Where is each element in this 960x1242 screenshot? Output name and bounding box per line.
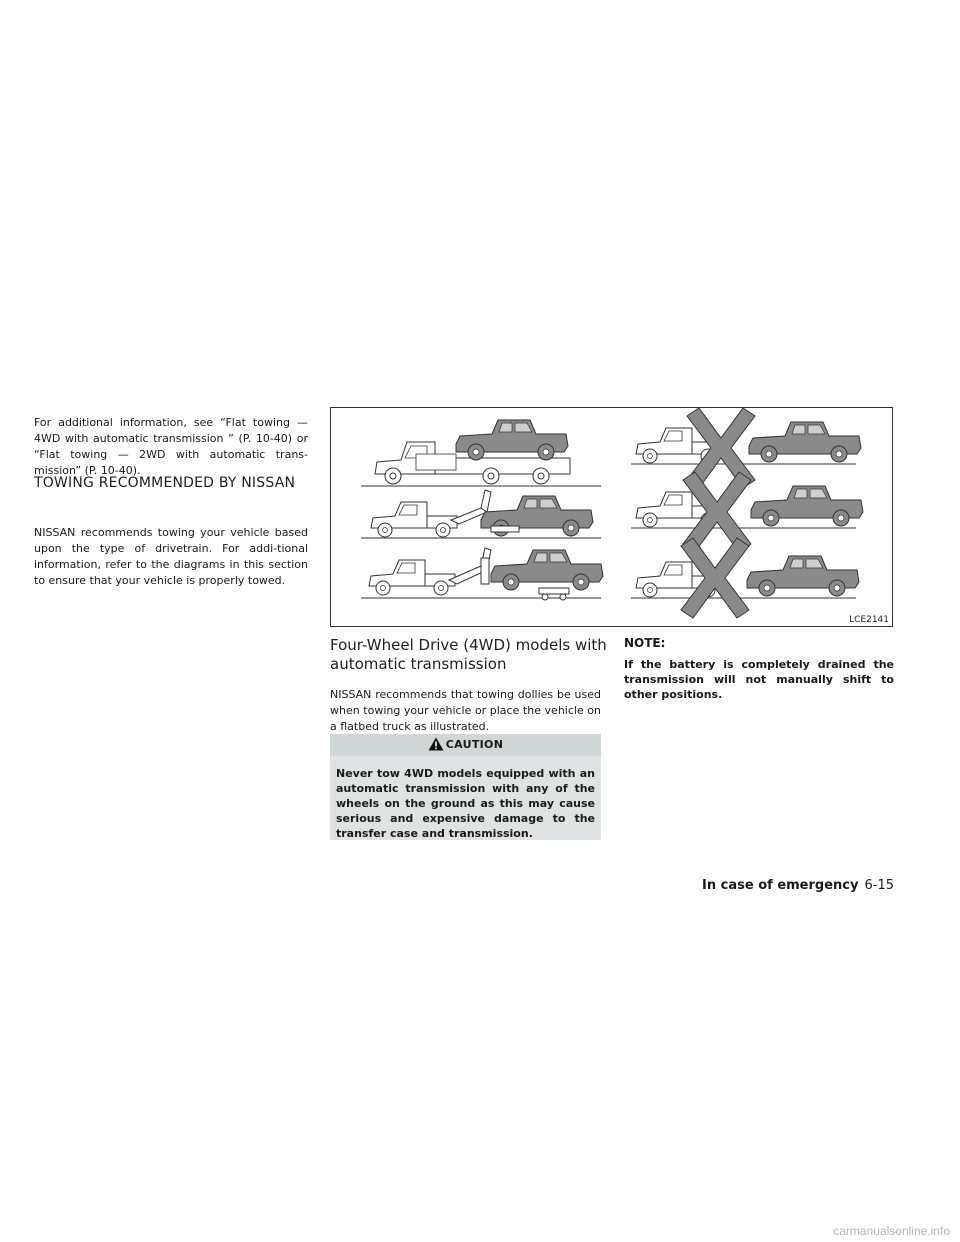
figure-code: LCE2141 (849, 615, 889, 625)
subsection-heading: Four-Wheel Drive (4WD) models with automatic transmission (330, 636, 607, 673)
subsection-body: NISSAN recommends that towing dollies be used when towing your vehicle or place the vehicle on a flatbed truck as illustrated. (330, 688, 601, 733)
note-label: NOTE: (624, 636, 666, 650)
caution-text: Never tow 4WD models equipped with an automatic transmission with any of the wheels on the ground as this may cause serious and expensive damage to the transfer case and transmission. (336, 767, 595, 840)
page-footer (702, 878, 894, 893)
caution-box (330, 734, 601, 840)
watermark: carmanualsonline.info (833, 1224, 950, 1238)
caution-label: CAUTION (445, 738, 504, 751)
dolly-scene (361, 548, 603, 600)
prohibited-scene-2 (631, 472, 863, 552)
caution-header (330, 734, 601, 756)
prohibited-scene-1 (631, 408, 861, 488)
chapter-title: In case of emergency (702, 878, 859, 893)
section-body: NISSAN recommends towing your vehicle based upon the type of drivetrain. For addi-tional information, refer to the diagrams in this section to ensure that your vehicle is properly towed. (34, 526, 308, 587)
note-text: If the battery is completely drained the transmission will not manually shift to other positions. (624, 658, 894, 701)
warning-triangle-icon (428, 737, 444, 751)
intro-paragraph: For additional information, see “Flat towing — 4WD with automatic transmission ” (P. 10-40) or “Flat towing — 2WD with automatic trans-mission” (P. 10-40). (34, 416, 308, 477)
towing-illustration (330, 407, 893, 627)
wheel-lift-scene (361, 490, 601, 538)
page-number: 6-15 (864, 878, 894, 893)
prohibited-scene-3 (631, 538, 859, 618)
section-heading: TOWING RECOMMENDED BY NISSAN (34, 475, 296, 491)
flatbed-scene (361, 420, 601, 486)
towing-diagram-svg (331, 408, 892, 626)
